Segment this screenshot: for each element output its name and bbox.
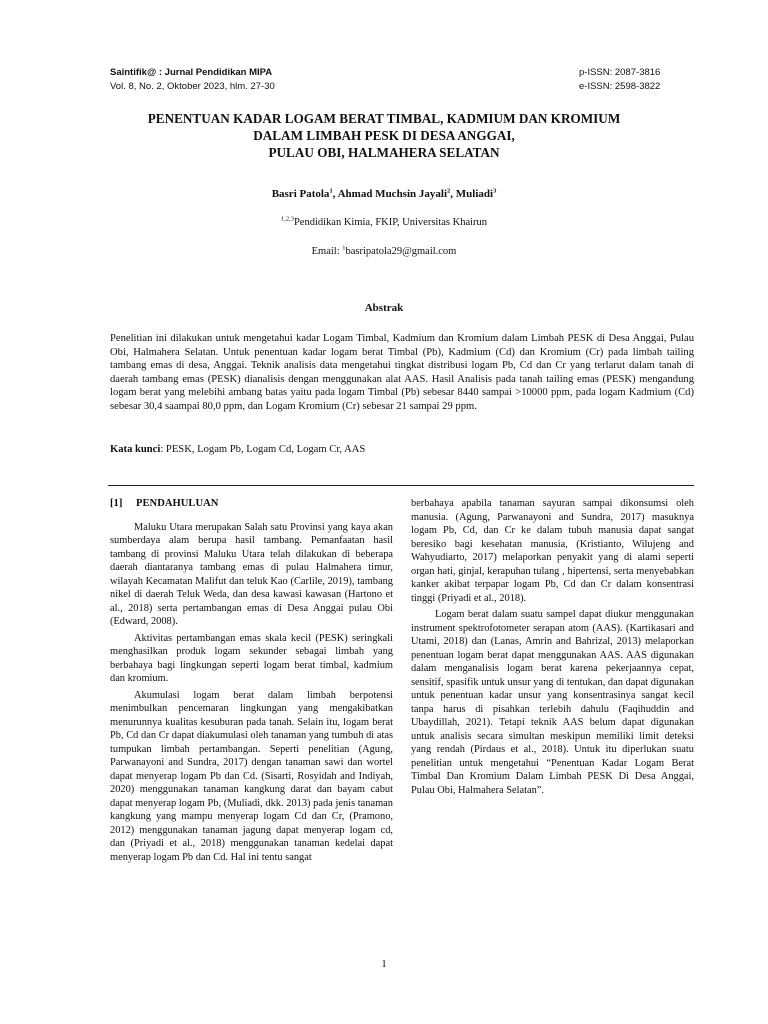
author-separator: , <box>450 188 456 200</box>
paragraph: Logam berat dalam suatu sampel dapat diukur menggunakan instrument spektrofotometer serapan atom (AAS). (Kartikasari and Utami, 2018) dan (Lanas, Amrin and Bahrizal, 2013) melaporkan penentuan logam berat dapat menggunakan AAS. AAS digunakan dalam menganalisis logam berat karena pekerjaannya cepat, sensitif, spasifik untuk unsur yang di tentukan, dan dapat digunakan untuk penentuan kadar unsur yang konsentrasinya sangat kecil tanpa harus di pisahkan terlebih dahulu (Faqihuddin and Ubaydillah, 2021). Tetapi teknik AAS belum dapat digunakan untuk analisis secara simultan meskipun memiliki limit deteksi yang rendah (Pirdaus et al., 2018). Untuk itu diperlukan suatu penelitian untuk mengetahui “Penentuan Kadar Logam Berat Timbal Dan Kromium Dalam Limbah PESK Di Desa Anggai, Pulau Obi, Halmahera Selatan”. <box>411 609 694 796</box>
abstract-heading: Abstrak <box>364 302 404 314</box>
author-2: Ahmad Muchsin Jayali <box>337 188 448 200</box>
section-heading <box>110 497 393 511</box>
section-number: [1] <box>110 498 123 509</box>
issn-info <box>579 66 689 94</box>
affiliation <box>100 217 668 228</box>
author-1-mark: 1 <box>329 187 333 195</box>
affiliation-text: Pendidikan Kimia, FKIP, Universitas Khairun <box>293 217 488 228</box>
keywords-text: : PESK, Logam Pb, Logam Cd, Logam Cr, AAS <box>160 444 366 455</box>
author-3-mark: 3 <box>493 187 497 195</box>
affiliation-mark: 1,2,3 <box>280 215 294 223</box>
email-mark: 1 <box>342 244 346 252</box>
journal-info <box>110 66 275 94</box>
paper-title <box>100 110 668 161</box>
email-label: Email: <box>311 246 343 257</box>
keywords-label: Kata kunci <box>110 444 161 455</box>
paragraph: Aktivitas pertambangan emas skala kecil (PESK) seringkali menghasilkan produk logam sekunder sebagai limbah yang berbahaya bagi lingkungan seperti logam berat timbal, kadmium dan kromium. <box>110 632 393 684</box>
contact-email <box>100 246 668 257</box>
paragraph: Maluku Utara merupakan Salah satu Provinsi yang kaya akan sumberdaya alam berupa hasil tambang. Pemanfaatan hasil tambang di provinsi Maluku Utara telah dilakukan di beberapa daerah diantaranya tambang emas di pulau Halmahera timur, wilayah Kecamatan Malifut dan teluk Kao (Carlile, 2019), tambang nikel di daerah Teluk Weda, dan desa kawasi kawasan (Hartono et al., 2018) serta pertambangan emas di Desa Anggai pulau Obi (Edward, 2008). <box>110 521 393 627</box>
e-issn: e-ISSN: 2598-3822 <box>579 81 661 92</box>
journal-volume: Vol. 8, No. 2, Oktober 2023, hlm. 27-30 <box>110 81 275 92</box>
email-address[interactable]: basripatola29@gmail.com <box>345 246 457 257</box>
title-line-2: DALAM LIMBAH PESK DI DESA ANGGAI, <box>253 128 515 143</box>
abstract-body <box>110 332 694 414</box>
journal-name: Saintifik@ : Jurnal Pendidikan MIPA <box>110 67 273 78</box>
abstract-text: Penelitian ini dilakukan untuk mengetahui kadar Logam Timbal, Kadmium dan Kromium dalam Limbah PESK di Desa Anggai, Pulau Obi, Halmahera Selatan. Untuk penentuan kadar logam berat Timbal (Pb), Kadmium (Cd) dan Kromium (Cr) pada limbah tailing tambang emas di desa, Anggai. Teknik analisis data mengetahui tingkat distribusi logam Pb, Cd dan Cr yang terlarut dalam tanah di daerah tambang emas (PESK) dianalisis dengan menggunakan alat AAS. Hasil Analisis pada tanah tailing emas (PESK) mengandung logam berat yang melebihi ambang batas yaitu pada logam Timbal (Pb) sebesar 8440 sampai >10000 ppm, pada logam Kadmium (Cd) sebesar 30,4 saampai 80,0 ppm, dan Logam Kromium (Cr) sebesar 21 sampai 29 ppm. <box>110 333 694 412</box>
title-line-3: PULAU OBI, HALMAHERA SELATAN <box>268 145 500 160</box>
section-title: PENDAHULUAN <box>136 498 219 509</box>
paragraph: berbahaya apabila tanaman sayuran sampai dikonsumsi oleh manusia. (Agung, Parwanayoni and Sundra, 2017) masuknya logam Pb, Cd, dan Cr ke dalam tubuh manusia dapat sangat beresiko bagi kesehatan manusia, (Kristianto, Wilujeng and Wahyudiarto, 2017) melaporkan penyakit yang di alami seperti organ hati, ginjal, kerapuhan tulang , hipertensi, serta menyebabkan kanker akibat terpapar logam Pb, Cd dan Cr dalam konsentrasi tinggi (Priyadi et al., 2018). <box>411 498 694 604</box>
title-line-1: PENENTUAN KADAR LOGAM BERAT TIMBAL, KADMIUM DAN KROMIUM <box>147 111 621 126</box>
right-column <box>411 497 694 800</box>
paragraph: Akumulasi logam berat dalam limbah berpotensi menimbulkan pencemaran lingkungan yang mengakibatkan menurunnya kualitas kesuburan pada tanah. Selain itu, logam berat Pb, Cd dan Cr dapat diakumulasi oleh tanaman yang tumbuh di atas tumpukan limbah pertambangan. Seperti penelitian (Agung, Parwanayoni and Sundra, 2017) dengan tanaman sawi dan wortel dapat menyerap logam Pb dan Cd. (Sisarti, Rosyidah and Indiyah, 2020) menggunakan tanaman kangkung darat dan bayam cabut dapat menyerap logam Pb, (Muliadi, dkk. 2013) pada jenis tanaman kangkung yang mampu menyerap logam Cd dan Cr, (Pramono, 2012) menggunakan tanaman jagung dapat menyerap logam cd, dan (Priyadi et al., 2018) menggunakan tanaman kedelai dapat menyerap logam Pb dan Cd. Hal ini tentu sangat <box>110 689 393 863</box>
author-3: Muliadi <box>455 188 494 200</box>
left-column <box>110 497 393 867</box>
section-divider <box>108 485 694 486</box>
keywords <box>110 444 694 455</box>
author-list <box>100 188 668 200</box>
author-1: Basri Patola <box>271 188 330 200</box>
author-separator: , <box>332 188 338 200</box>
author-2-mark: 2 <box>447 187 451 195</box>
p-issn: p-ISSN: 2087-3816 <box>579 67 661 78</box>
page-number: 1 <box>381 958 387 970</box>
